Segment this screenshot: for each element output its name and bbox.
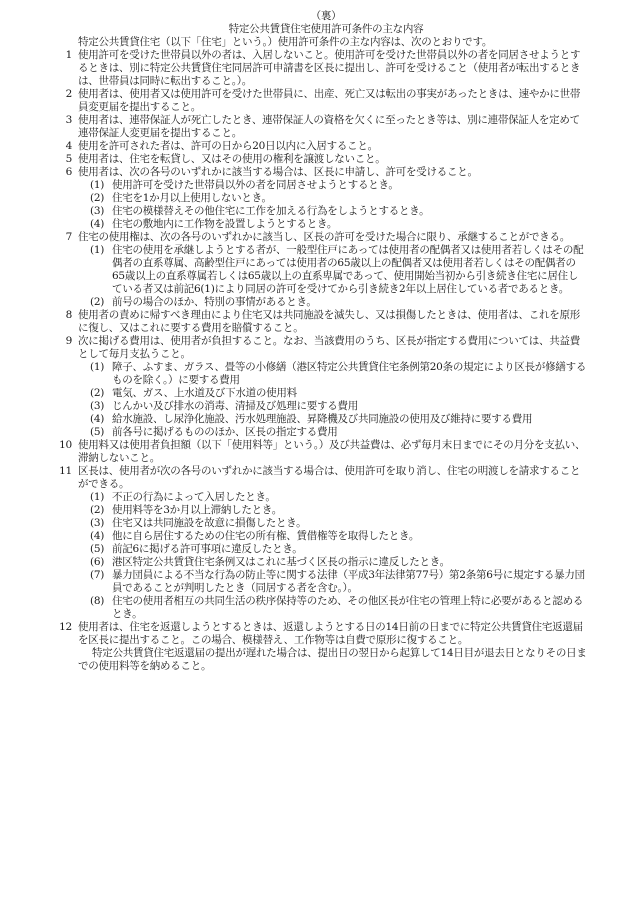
sub-condition-text: 給水施設、し尿浄化施設、汚水処理施設、昇降機及び共同施設の使用及び維持に要する費用 [112,413,533,425]
condition-text: 使用者は、住宅を転貸し、又はその使用の権利を譲渡しないこと。 [78,153,386,165]
condition-item [64,231,588,309]
condition-item [64,140,588,153]
condition-number: 8 [65,309,72,321]
condition-text: 使用者の責めに帰すべき理由により住宅又は共同施設を滅失し、又は損傷したときは、使用者は、これを原形に復し、又はこれに要する費用を賠償すること。 [78,309,581,334]
sub-condition-number: (2) [90,387,105,399]
sub-condition-item [78,218,588,231]
condition-text: 住宅の使用権は、次の各号のいずれかに該当し、区長の許可を受けた場合に限り、承継することができる。 [78,231,570,243]
condition-text: 使用者は、次の各号のいずれかに該当する場合は、区長に申請し、許可を受けること。 [78,166,478,178]
condition-item [64,88,588,114]
condition-number: 10 [59,439,72,451]
sub-condition-number: (1) [90,179,105,191]
condition-item [64,166,588,231]
sub-condition-item [78,504,588,517]
sub-condition-item [78,400,588,413]
sub-condition-item [78,543,588,556]
sub-condition-number: (1) [90,361,105,373]
condition-item [64,114,588,140]
sub-condition-item [78,569,588,595]
sub-condition-item [78,244,588,296]
condition-text: 使用を許可された者は、許可の日から20日以内に入居すること。 [78,140,378,152]
sub-condition-item [78,192,588,205]
condition-item [64,49,588,88]
sub-condition-item [78,361,588,387]
condition-text: 区長は、使用者が次の各号のいずれかに該当する場合は、使用許可を取り消し、住宅の明渡しを請求することができる。 [78,465,581,490]
sub-condition-number: (4) [90,530,105,542]
sub-condition-text: じんかい及び排水の消毒、清掃及び処理に要する費用 [112,400,358,412]
condition-number: 1 [65,49,72,61]
condition-number: 5 [65,153,72,165]
sub-condition-item [78,179,588,192]
condition-item [64,309,588,335]
sub-condition-text: 暴力団員による不当な行為の防止等に関する法律（平成3年法律第77号）第2条第6号に規定する暴力団員であることが判明したとき（同居する者を含む。）。 [112,569,585,594]
sub-condition-item [78,426,588,439]
sub-condition-number: (1) [90,491,105,503]
document-title: 特定公共賃貸住宅使用許可条件の主な内容 [228,23,424,35]
condition-number: 9 [65,335,72,347]
sub-condition-item [78,387,588,400]
sub-condition-item [78,413,588,426]
sub-condition-number: (2) [90,504,105,516]
sub-condition-number: (7) [90,569,105,581]
condition-text: 使用者は、住宅を返還しようとするときは、返還しようとする日の14日前の日までに特定公共賃貸住宅返還届を区長に提出すること。この場合、模様替え、工作物等は自費で原形に復すること。 [78,621,583,646]
condition-text: 使用許可を受けた世帯員以外の者は、入居しないこと。使用許可を受けた世帯員以外の者を同居させようとするときは、別に特定公共賃貸住宅同居許可申請書を区長に提出し、許可を受けること（使用者が転出するときは、世帯員は同時に転出すること。）。 [78,49,581,87]
sub-condition-number: (4) [90,218,105,230]
condition-text: 次に掲げる費用は、使用者が負担すること。なお、当該費用のうち、区長が指定する費用については、共益費として毎月支払うこと。 [78,335,581,360]
sub-condition-text: 前各号に掲げるもののほか、区長の指定する費用 [112,426,338,438]
condition-number: 4 [65,140,72,152]
sub-condition-text: 住宅の敷地内に工作物を設置しようとするとき。 [112,218,338,230]
sub-condition-text: 住宅を1か月以上使用しないとき。 [112,192,272,204]
sub-condition-item [78,491,588,504]
sub-condition-text: 障子、ふすま、ガラス、畳等の小修繕（港区特定公共賃貸住宅条例第20条の規定により区長が修繕するものを除く。）に要する費用 [112,361,587,386]
sub-condition-number: (5) [90,426,105,438]
sub-condition-number: (3) [90,517,105,529]
sub-condition-item [78,595,588,621]
sub-condition-number: (2) [90,296,105,308]
conditions-list [59,49,588,647]
sub-condition-list [78,491,588,621]
condition-text: 使用料又は使用者負担額（以下「使用料等」という。）及び共益費は、必ず毎月末日までにその月分を支払い、滞納しないこと。 [78,439,586,464]
condition-item [59,439,588,465]
sub-condition-number: (3) [90,400,105,412]
sub-condition-number: (5) [90,543,105,555]
sub-condition-text: 使用許可を受けた世帯員以外の者を同居させようとするとき。 [112,179,399,191]
condition-number: 7 [65,231,72,243]
condition-text: 使用者は、使用者又は使用許可を受けた世帯員に、出産、死亡又は転出の事実があったときは、速やかに世帯員変更届を提出すること。 [78,88,581,113]
sub-condition-number: (2) [90,192,105,204]
condition-item [59,465,588,621]
sub-condition-text: 住宅又は共同施設を故意に損傷したとき。 [112,517,307,529]
condition-text: 使用者は、連帯保証人が死亡したとき、連帯保証人の資格を欠くに至ったとき等は、別に連帯保証人を定めて連帯保証人変更届を提出すること。 [78,114,580,139]
condition-number: 2 [65,88,72,100]
sub-condition-text: 住宅の模様替えその他住宅に工作を加える行為をしようとするとき。 [112,205,430,217]
sub-condition-list [78,244,588,309]
sub-condition-text: 他に自ら居住するための住宅の所有権、賃借権等を取得したとき。 [112,530,420,542]
sub-condition-item [78,296,588,309]
sub-condition-text: 電気、ガス、上水道及び下水道の使用料 [112,387,297,399]
sub-condition-text: 前記6に掲げる許可事項に違反したとき。 [112,543,303,555]
sub-condition-text: 前号の場合のほか、特別の事情があるとき。 [112,296,317,308]
sub-condition-number: (1) [90,244,105,256]
condition-number: 12 [59,621,72,633]
condition-item [64,335,588,439]
sub-condition-number: (8) [90,595,105,607]
sub-condition-text: 港区特定公共賃貸住宅条例又はこれに基づく区長の指示に違反したとき。 [112,556,450,568]
sub-condition-text: 使用料等を3か月以上滞納したとき。 [112,504,283,516]
sub-condition-item [78,556,588,569]
condition-number: 11 [59,465,72,477]
intro-paragraph: 特定公共賃貸住宅（以下「住宅」という。）使用許可条件の主な内容は、次のとおりです。 [78,36,493,48]
reverse-side-label: （裏） [310,10,342,22]
sub-condition-item [78,205,588,218]
sub-condition-list [78,361,588,439]
sub-condition-text: 不正の行為によって入居したとき。 [112,491,276,503]
return-notice-paragraph: 特定公共賃貸住宅返還届の提出が遅れた場合は、提出日の翌日から起算して14日目が退去日となりその日までの使用料等を納めること。 [78,647,587,672]
sub-condition-text: 住宅の使用者相互の共同生活の秩序保持等のため、その他区長が住宅の管理上特に必要があると認めるとき。 [112,595,584,620]
sub-condition-list [78,179,588,231]
sub-condition-text: 住宅の使用を承継しようとする者が、一般型住戸にあっては使用者の配偶者又は使用者若しくはその配偶者の直系尊属、高齢型住戸にあっては使用者の65歳以上の配偶者又は使用者若しくはその配偶者の65歳以上の直系尊属若しくは65歳以上の直系卑属であって、使用開始当初から引き続き住宅に居住している者又は前記6(1)により同居の許可を受けてから引き続き2年以上居住している者であるとき。 [112,244,584,295]
sub-condition-number: (4) [90,413,105,425]
condition-item [59,621,588,647]
sub-condition-item [78,530,588,543]
condition-number: 3 [65,114,72,126]
condition-item [64,153,588,166]
sub-condition-item [78,517,588,530]
sub-condition-number: (6) [90,556,105,568]
sub-condition-number: (3) [90,205,105,217]
condition-number: 6 [65,166,72,178]
